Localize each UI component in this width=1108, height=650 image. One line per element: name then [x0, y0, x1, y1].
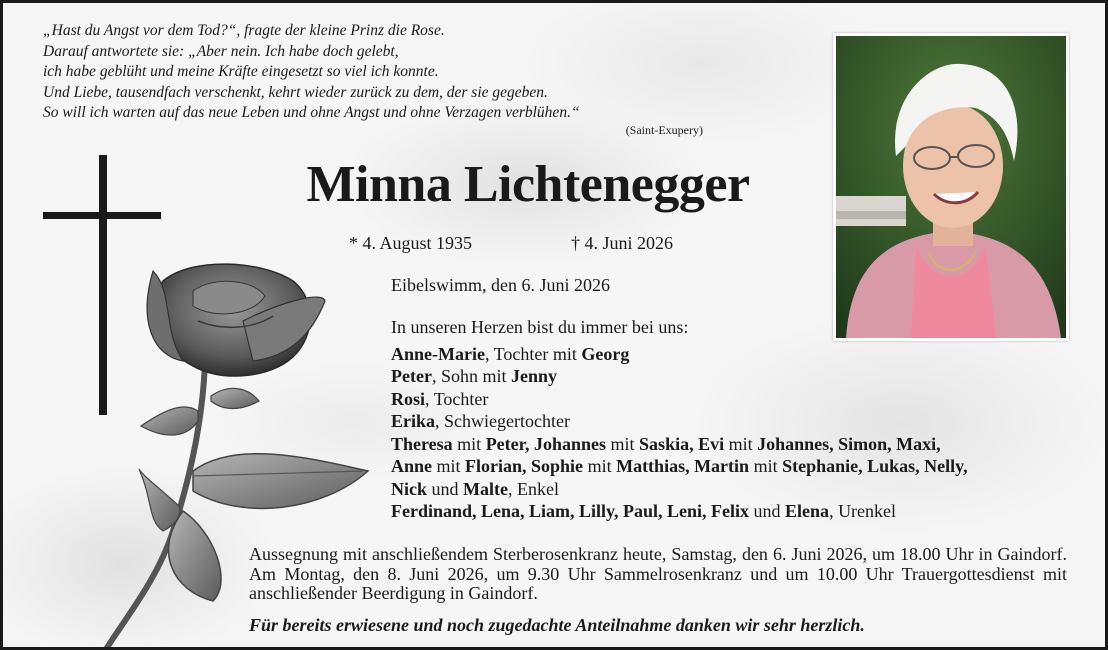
relative-name: Nick	[391, 478, 427, 499]
relative-name: Ferdinand, Lena, Liam, Lilly, Paul, Leni, Felix	[391, 501, 750, 521]
funeral-notice: Aussegnung mit anschließendem Sterberosenkranz heute, Samstag, den 6. Juni 2026, um 18.00 Uhr in Gaindorf. Am Montag, den 8. Juni 2026, um 9.30 Uhr Sammelrosenkranz und um 10.00 Uhr Trauergottesdienst mit anschließender Beerdigung in Gaindorf.	[249, 544, 1067, 603]
relation: mit	[606, 433, 640, 454]
relative-name: Jenny	[510, 366, 557, 386]
death-date: † 4. Juni 2026	[571, 233, 674, 253]
relation: mit	[749, 456, 783, 476]
relation: , Schwiegertochter	[435, 411, 570, 431]
relative-name: Georg	[581, 343, 630, 364]
birth-date: * 4. August 1935	[349, 233, 473, 253]
quote-block	[43, 21, 703, 138]
family-line	[391, 433, 1091, 456]
relative-name: Peter, Johannes	[485, 433, 607, 454]
quote-line: ich habe geblüht und meine Kräfte eingesetzt so viel ich konnte.	[43, 63, 439, 80]
relative-name: Matthias, Martin	[616, 456, 750, 476]
relative-name: Malte	[463, 478, 508, 499]
relation: und	[427, 478, 463, 499]
relation: mit	[452, 433, 486, 454]
family-list	[391, 316, 1091, 523]
relation: , Tochter mit	[484, 343, 582, 364]
thanks-line: Für bereits erwiesene und noch zugedachte Anteilnahme danken wir sehr herzlich.	[249, 615, 865, 635]
relative-name: Anne-Marie	[391, 343, 485, 364]
family-line	[391, 455, 1091, 478]
family-line	[391, 478, 1091, 501]
relative-name: Rosi	[391, 388, 426, 409]
deceased-name: Minna Lichtenegger	[306, 156, 750, 213]
relation: mit	[432, 456, 466, 476]
relation: , Enkel	[507, 478, 559, 499]
portrait-photo	[833, 33, 1069, 341]
family-line	[391, 410, 1091, 433]
quote-line: „Hast du Angst vor dem Tod?“, fragte der kleine Prinz die Rose.	[43, 22, 445, 39]
relative-name: Peter	[391, 366, 432, 386]
relative-name: Johannes, Simon, Maxi,	[757, 433, 941, 454]
relation: mit	[724, 433, 758, 454]
relation: mit	[583, 456, 617, 476]
relative-name: Theresa	[391, 433, 453, 454]
quote-line: Darauf antwortete sie: „Aber nein. Ich habe doch gelebt,	[43, 42, 399, 60]
quote-line: Und Liebe, tausendfach verschenkt, kehrt wieder zurück zu dem, der sie gegeben.	[43, 83, 548, 101]
place-date: Eibelswimm, den 6. Juni 2026	[391, 275, 610, 295]
relative-name: Anne	[391, 456, 433, 476]
family-line	[391, 500, 1091, 523]
relation: , Urenkel	[829, 501, 897, 521]
relative-name: Saskia, Evi	[639, 433, 725, 454]
family-intro: In unseren Herzen bist du immer bei uns:	[391, 317, 689, 337]
family-line	[391, 365, 1091, 388]
family-line	[391, 343, 1091, 366]
relative-name: Florian, Sophie	[465, 456, 584, 476]
family-line	[391, 388, 1091, 411]
relation: , Sohn mit	[431, 366, 511, 386]
relation: , Tochter	[425, 388, 489, 409]
relative-name: Stephanie, Lukas, Nelly,	[782, 456, 968, 476]
quote-line: So will ich warten auf das neue Leben und ohne Angst und ohne Verzagen verblühen.“	[43, 104, 580, 121]
relation: und	[749, 501, 786, 521]
relative-name: Erika	[391, 411, 436, 431]
quote-attribution: (Saint-Exupery)	[625, 122, 703, 137]
relative-name: Elena	[785, 501, 830, 521]
